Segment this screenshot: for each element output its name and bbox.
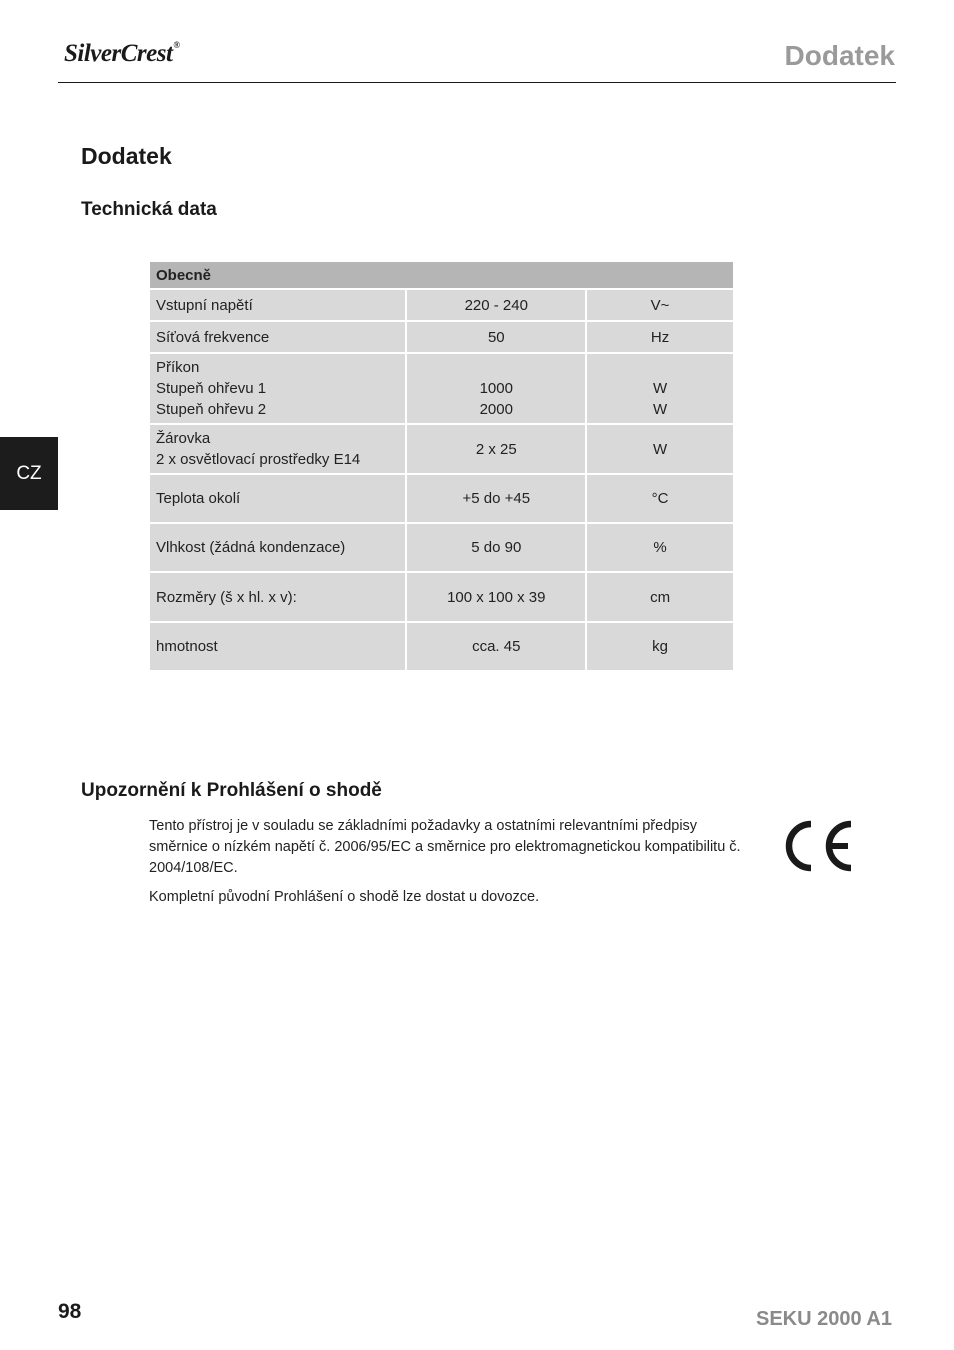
- table-row: [149, 622, 734, 671]
- spec-value-line: 220 - 240: [464, 296, 528, 314]
- spec-unit-cell: [586, 622, 734, 671]
- spec-value-cell: [406, 523, 586, 572]
- declaration-heading: Upozornění k Prohlášení o shodě: [81, 780, 382, 801]
- page-header-title: Dodatek: [784, 40, 895, 71]
- spec-unit-line: W: [652, 440, 668, 458]
- spec-label-cell: [149, 321, 406, 353]
- spec-unit-cell: [586, 353, 734, 424]
- spec-unit-cell: [586, 572, 734, 622]
- spec-label-line: Vlhkost (žádná kondenzace): [156, 539, 346, 556]
- spec-label-line: Stupeň ohřevu 2: [156, 401, 267, 418]
- spec-unit-cell: [586, 424, 734, 474]
- spec-value-line: 5 do 90: [471, 539, 522, 556]
- technical-data-heading: Technická data: [81, 199, 217, 220]
- registered-mark: ®: [173, 40, 180, 50]
- spec-label-line: Síťová frekvence: [156, 328, 270, 346]
- spec-unit-cell: [586, 289, 734, 321]
- spec-value-cell: [406, 353, 586, 424]
- language-tab-label: CZ: [16, 462, 42, 484]
- table-row: [149, 289, 734, 321]
- section-title: Dodatek: [81, 143, 172, 169]
- spec-unit-line: %: [653, 539, 667, 556]
- spec-unit-line: V~: [650, 296, 670, 314]
- spec-value-cell: [406, 572, 586, 622]
- spec-value-cell: [406, 622, 586, 671]
- table-header-row: [149, 261, 734, 289]
- declaration-paragraph: Kompletní původní Prohlášení o shodě lze dostat u dovozce.: [149, 889, 540, 905]
- spec-label-cell: [149, 353, 406, 424]
- spec-label-cell: [149, 289, 406, 321]
- spec-value-line: [413, 357, 579, 378]
- table-row: [149, 572, 734, 622]
- spec-unit-line: °C: [651, 490, 669, 507]
- spec-value-line: +5 do +45: [462, 490, 531, 507]
- spec-label-cell: [149, 622, 406, 671]
- brand-logo: [64, 40, 180, 68]
- table-row: [149, 353, 734, 424]
- spec-unit-line: Hz: [650, 328, 670, 346]
- ce-mark-icon: [778, 818, 854, 874]
- page-number: 98: [58, 1300, 82, 1323]
- spec-unit-line: [593, 357, 727, 378]
- table-row: [149, 321, 734, 353]
- table-row: [149, 474, 734, 523]
- spec-value-line: 50: [487, 328, 505, 346]
- model-name: SEKU 2000 A1: [756, 1308, 892, 1330]
- spec-label-cell: [149, 572, 406, 622]
- spec-label-line: Příkon: [156, 359, 200, 376]
- spec-label-cell: [149, 424, 406, 474]
- spec-unit-line: W: [652, 401, 668, 418]
- language-tab: [0, 437, 58, 510]
- spec-label-line: Stupeň ohřevu 1: [156, 380, 267, 397]
- header-divider: [58, 82, 896, 83]
- technical-data-table: [148, 260, 735, 672]
- spec-value-cell: [406, 474, 586, 523]
- spec-label-line: 2 x osvětlovací prostředky E14: [156, 451, 361, 468]
- spec-value-cell: [406, 289, 586, 321]
- spec-value-line: 100 x 100 x 39: [447, 588, 546, 606]
- spec-unit-cell: [586, 523, 734, 572]
- spec-unit-line: cm: [650, 588, 671, 606]
- declaration-text: [149, 816, 754, 916]
- declaration-paragraph: Tento přístroj je v souladu se základními požadavky a ostatními relevantními předpisy směrnice o nízkém napětí č. 2006/95/EC a směrnice pro elektromagnetickou kompatibilitu č. 2004/108/EC.: [149, 818, 741, 876]
- table-row: [149, 523, 734, 572]
- spec-unit-line: kg: [652, 638, 668, 655]
- spec-value-cell: [406, 321, 586, 353]
- spec-unit-line: W: [652, 380, 668, 397]
- table-header-cell: Obecně: [149, 261, 734, 289]
- spec-label-line: Vstupní napětí: [156, 296, 253, 314]
- spec-label-cell: [149, 474, 406, 523]
- spec-value-line: cca. 45: [472, 638, 521, 655]
- spec-label-cell: [149, 523, 406, 572]
- spec-value-line: 2 x 25: [475, 440, 517, 458]
- spec-value-line: 2000: [479, 401, 513, 418]
- table-row: [149, 424, 734, 474]
- spec-label-line: Teplota okolí: [156, 490, 241, 507]
- spec-unit-cell: [586, 474, 734, 523]
- spec-value-line: 1000: [479, 380, 513, 397]
- brand-name: SilverCrest: [64, 40, 173, 67]
- spec-unit-cell: [586, 321, 734, 353]
- spec-label-line: hmotnost: [156, 638, 218, 655]
- spec-label-line: Žárovka: [156, 430, 211, 447]
- spec-label-line: Rozměry (š x hl. x v):: [156, 588, 297, 606]
- spec-value-cell: [406, 424, 586, 474]
